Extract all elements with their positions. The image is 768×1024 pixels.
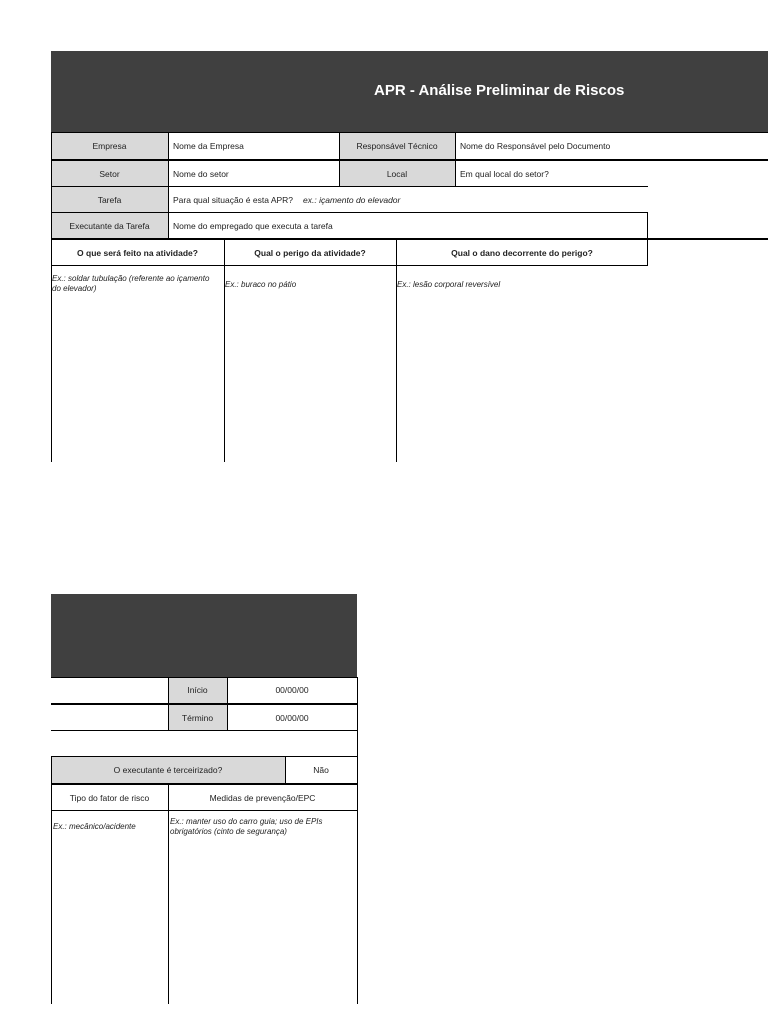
col-header-atividade: O que será feito na atividade?	[77, 247, 198, 258]
example-perigo[interactable]: Ex.: buraco no pátio	[225, 280, 297, 289]
divider	[168, 785, 169, 1004]
divider	[51, 677, 357, 678]
divider	[396, 240, 397, 462]
inicio-field[interactable]: 00/00/00	[275, 685, 309, 695]
dates-blank-1	[51, 677, 168, 703]
dates-blank-2	[51, 705, 168, 730]
divider	[285, 756, 286, 783]
example-atividade[interactable]: Ex.: soldar tubulação (referente ao içamento do elevador)	[52, 274, 210, 293]
page-title: APR - Análise Preliminar de Riscos	[374, 82, 625, 99]
col-header-fator-risco: Tipo do fator de risco	[69, 792, 150, 803]
terceirizado-answer[interactable]: Não	[313, 764, 329, 775]
divider	[339, 132, 340, 186]
example-medidas[interactable]: Ex.: manter uso do carro guia; uso de EPIs obrigatórios (cinto de segurança)	[170, 817, 323, 836]
divider	[51, 810, 357, 811]
local-field[interactable]: Em qual local do setor?	[460, 169, 549, 179]
divider	[51, 132, 52, 462]
divider	[168, 132, 169, 240]
divider	[455, 132, 456, 186]
tarefa-example: ex.: içamento do elevador	[303, 195, 401, 205]
divider	[357, 677, 358, 1004]
divider	[51, 212, 648, 213]
setor-label: Setor	[51, 161, 168, 187]
executante-field[interactable]: Nome do empregado que executa a tarefa	[173, 221, 333, 231]
divider	[648, 132, 768, 133]
divider	[51, 783, 357, 785]
example-dano[interactable]: Ex.: lesão corporal reversível	[397, 280, 501, 289]
terceirizado-question: O executante é terceirizado?	[51, 756, 285, 783]
divider	[227, 677, 228, 730]
tarefa-field[interactable]	[168, 187, 648, 213]
responsavel-label: Responsável Técnico	[339, 132, 455, 160]
divider	[168, 677, 169, 730]
section-banner	[51, 594, 357, 677]
empresa-label: Empresa	[51, 132, 168, 160]
tarefa-label: Tarefa	[51, 187, 168, 213]
example-fator-risco[interactable]: Ex.: mecânico/acidente	[53, 822, 136, 831]
executante-label: Executante da Tarefa	[51, 213, 168, 239]
divider	[51, 730, 357, 731]
empresa-field[interactable]: Nome da Empresa	[173, 141, 244, 151]
col-header-dano: Qual o dano decorrente do perigo?	[451, 247, 593, 258]
divider	[224, 240, 225, 462]
local-label: Local	[339, 161, 455, 187]
divider	[51, 756, 52, 1004]
col-header-perigo: Qual o perigo da atividade?	[254, 247, 366, 258]
divider	[51, 265, 648, 266]
termino-label: Término	[168, 705, 227, 730]
col-header-medidas: Medidas de prevenção/EPC	[209, 792, 316, 803]
divider	[51, 159, 768, 161]
divider	[51, 132, 648, 133]
divider	[51, 703, 357, 705]
responsavel-field[interactable]: Nome do Responsável pelo Documento	[460, 141, 611, 151]
divider	[51, 756, 357, 757]
divider	[51, 186, 648, 187]
tarefa-value: Para qual situação é esta APR?	[173, 195, 294, 205]
termino-field[interactable]: 00/00/00	[275, 712, 309, 723]
setor-field[interactable]: Nome do setor	[173, 169, 229, 179]
inicio-label: Início	[168, 677, 227, 703]
